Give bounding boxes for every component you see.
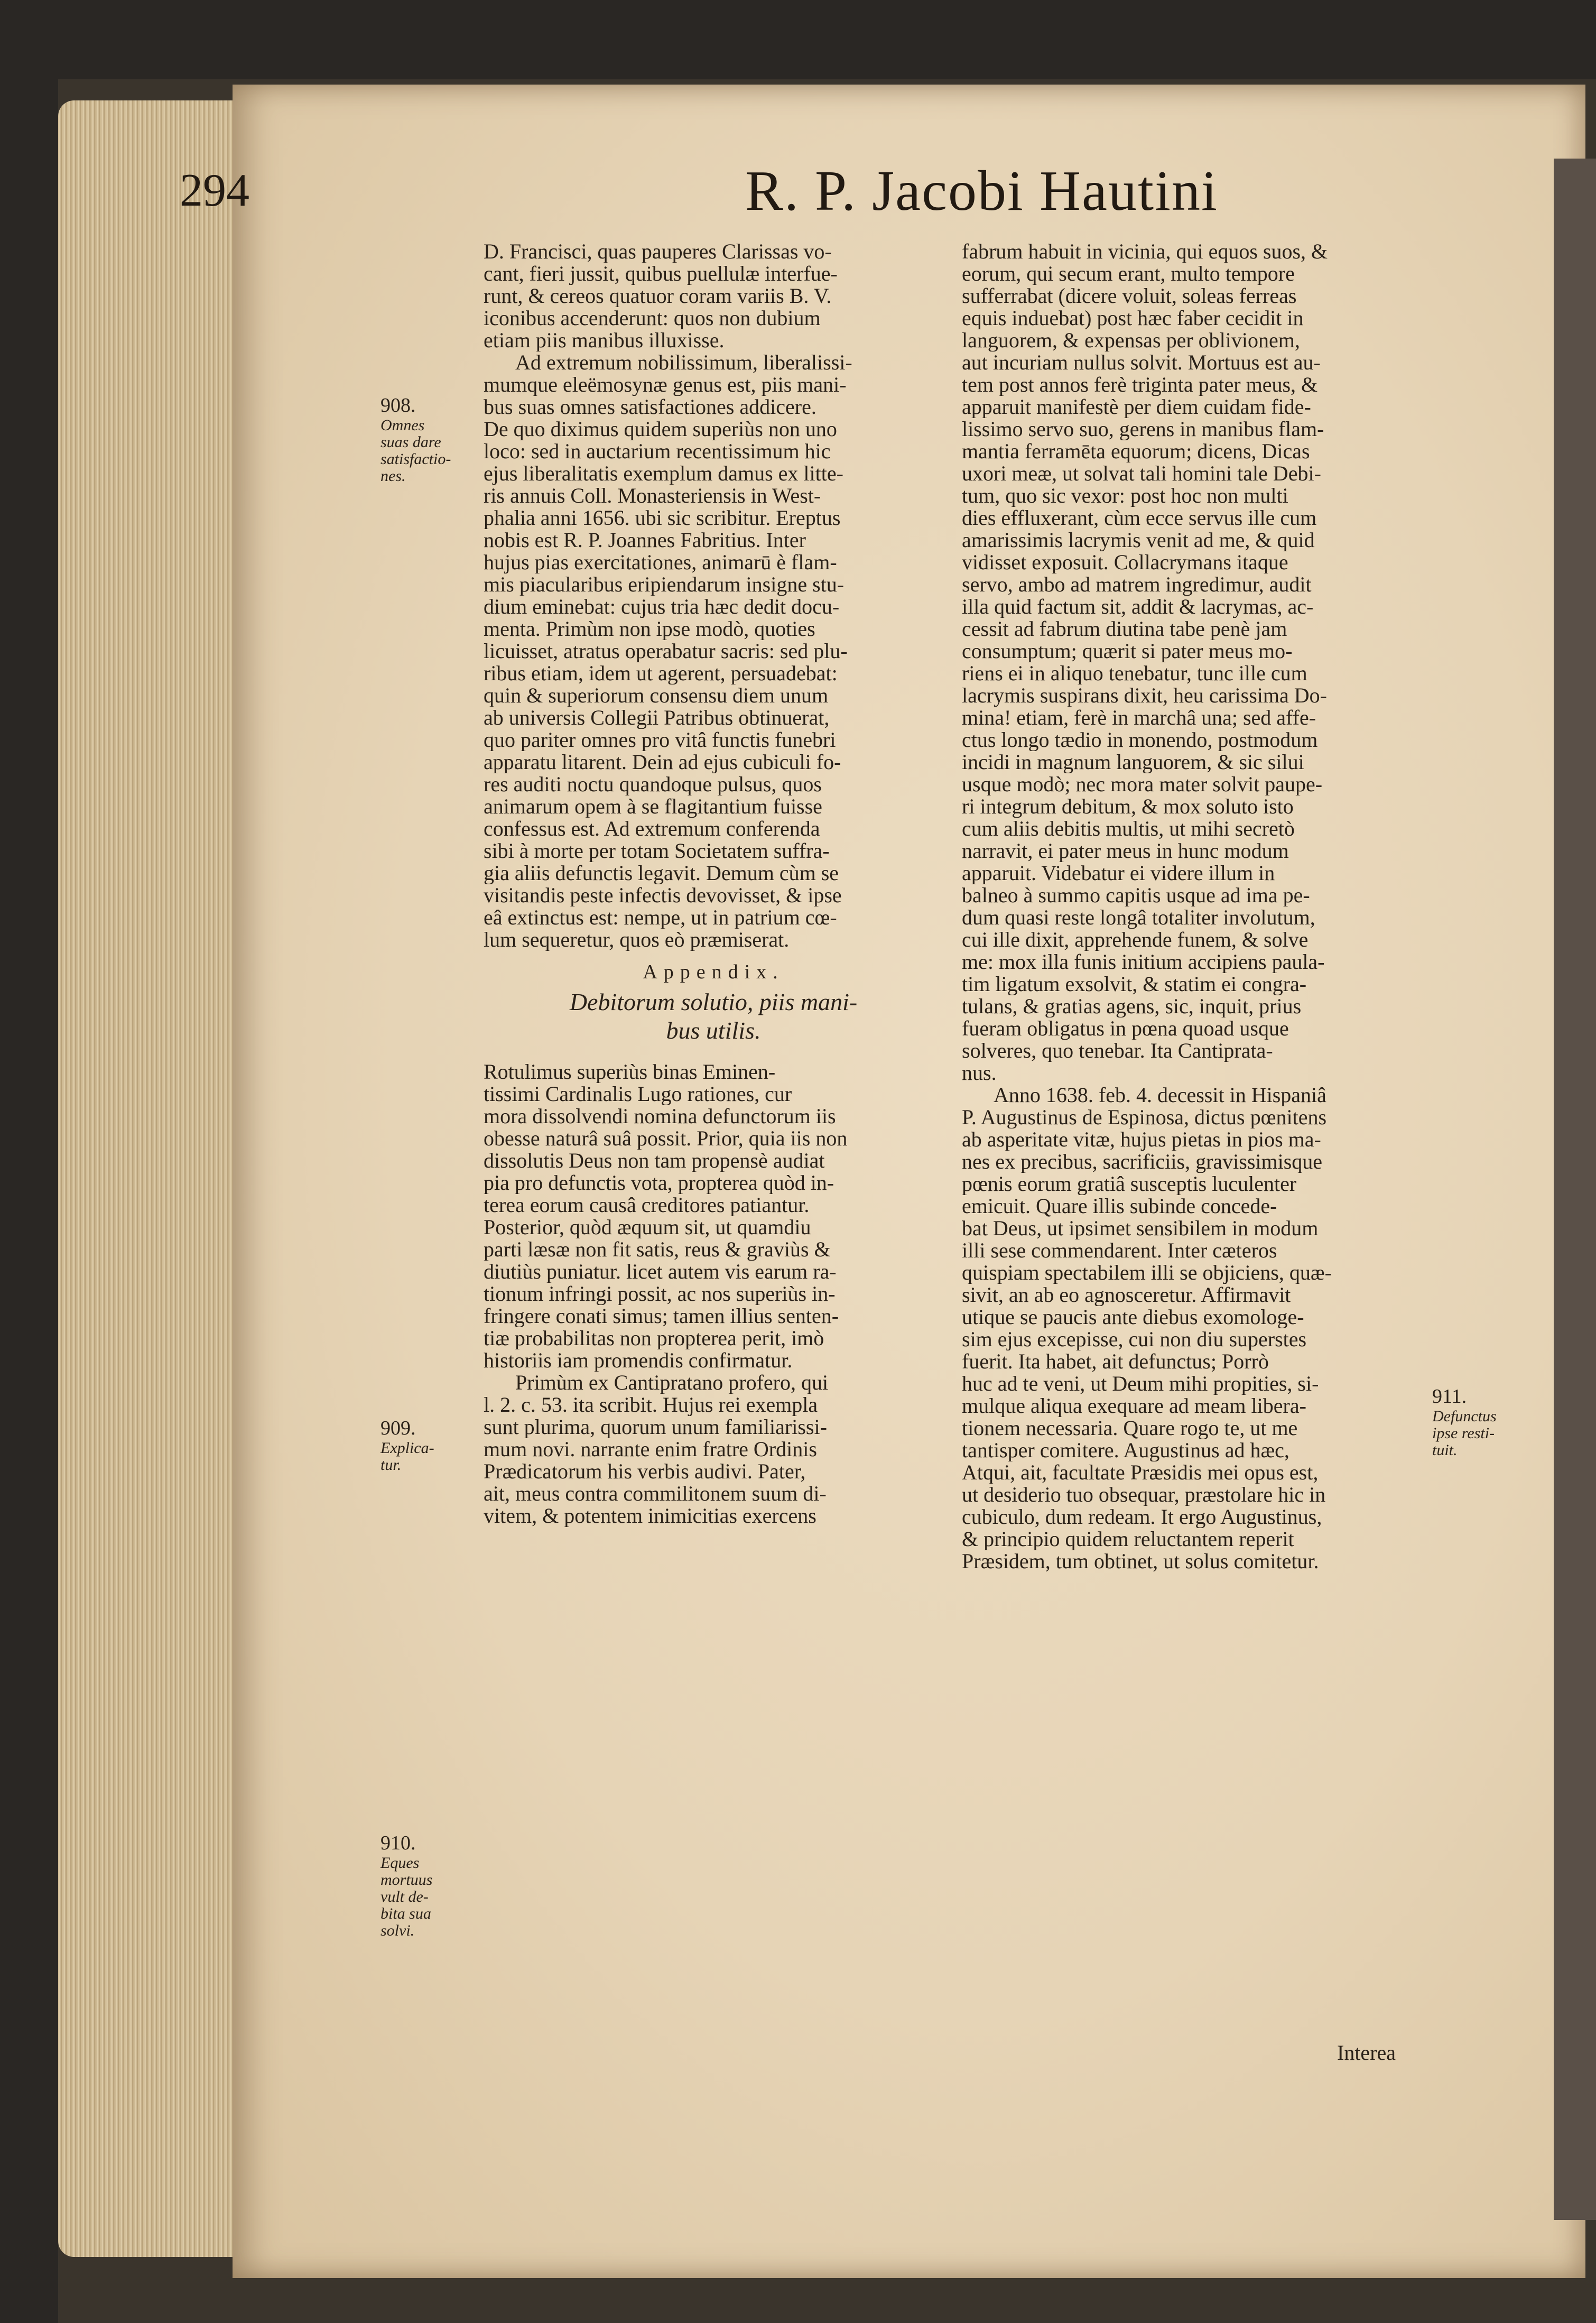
- margin-note-text: tur.: [381, 1456, 402, 1474]
- text-line: Ad extremum nobilissimum, liberalissi-: [515, 351, 852, 374]
- text-line: illa quid factum sit, addit & lacrymas, ac-: [962, 596, 1314, 618]
- text-line: fringere conati simus; tamen illius senten-: [484, 1305, 839, 1327]
- margin-note-text: Eques: [381, 1854, 420, 1872]
- text-line: mumque eleëmosynæ genus est, piis mani-: [484, 374, 847, 396]
- text-line: apparuit manifestè per diem cuidam fide-: [962, 396, 1311, 418]
- text-line: utique se paucis ante diebus exomologe-: [962, 1306, 1304, 1328]
- text-line: uxori meæ, ut solvat tali homini tale Debi-: [962, 462, 1321, 485]
- text-line: quispiam spectabilem illi se objiciens, quæ-: [962, 1262, 1332, 1284]
- text-line: usque modò; nec mora mater solvit paupe-: [962, 773, 1323, 795]
- left-text-block: [484, 240, 943, 951]
- text-line: Primùm ex Cantipratano profero, qui: [515, 1372, 829, 1394]
- text-line: emicuit. Quare illis subinde concede-: [962, 1195, 1277, 1217]
- text-line: visitandis peste infectis devovisset, & ipse: [484, 884, 842, 906]
- margin-note-911: [1432, 1385, 1522, 1459]
- page-number: 294: [180, 165, 249, 216]
- text-line: equis induebat) post hæc faber cecidit in: [962, 307, 1304, 329]
- text-line: licuisset, atratus operabatur sacris: sed plu-: [484, 640, 848, 662]
- text-line: eâ extinctus est: nempe, ut in patrium cœ-: [484, 906, 837, 929]
- text-line: lum sequeretur, quos eò præmiserat.: [484, 929, 790, 951]
- text-line: dissolutis Deus non tam propensè audiat: [484, 1150, 825, 1172]
- running-head: R. P. Jacobi Hautini: [745, 160, 1218, 223]
- text-line: narravit, ei pater meus in hunc modum: [962, 840, 1289, 862]
- text-line: consumptum; quærit si pater meus mo-: [962, 640, 1293, 662]
- text-line: servo, ambo ad matrem ingredimur, audit: [962, 573, 1312, 596]
- right-column: [962, 240, 1427, 1572]
- text-line: iconibus accenderunt: quos non dubium: [484, 307, 821, 329]
- text-line: ri integrum debitum, & mox soluto isto: [962, 795, 1294, 818]
- text-line: Prædicatorum his verbis audivi. Pater,: [484, 1460, 806, 1483]
- text-line: fuerit. Ita habet, ait defunctus; Porrò: [962, 1350, 1269, 1373]
- margin-note-909: [381, 1417, 465, 1474]
- text-line: sunt plurima, quorum unum familiarissi-: [484, 1416, 827, 1438]
- text-line: huc ad te veni, ut Deum mihi propities, si-: [962, 1373, 1319, 1395]
- text-line: parti læsæ non fit satis, reus & graviùs &: [484, 1238, 831, 1261]
- text-line: mantia ferramēta equorum; dicens, Dicas: [962, 440, 1310, 462]
- margin-note-text: suas dare: [381, 433, 441, 451]
- margin-note-number: 908.: [381, 394, 416, 417]
- text-line: nobis est R. P. Joannes Fabritius. Inter: [484, 529, 806, 551]
- text-line: res auditi noctu quandoque pulsus, quos: [484, 773, 822, 795]
- text-line: tionem necessaria. Quare rogo te, ut me: [962, 1417, 1298, 1439]
- text-line: tum, quo sic vexor: post hoc non multi: [962, 485, 1288, 507]
- text-line: gia aliis defunctis legavit. Demum cùm se: [484, 862, 839, 884]
- margin-note-text: mortuus: [381, 1871, 433, 1889]
- text-line: solveres, quo tenebar. Ita Cantiprata-: [962, 1040, 1273, 1062]
- text-line: terea eorum causâ creditores patiantur.: [484, 1194, 810, 1216]
- text-line: balneo à summo capitis usque ad ima pe-: [962, 884, 1310, 906]
- margin-note-text: satisfactio-: [381, 450, 451, 468]
- text-line: cum aliis debitis multis, ut mihi secretò: [962, 818, 1295, 840]
- text-line: quin & superiorum consensu diem unum: [484, 684, 829, 707]
- appendix-heading: Appendix.: [643, 961, 784, 983]
- text-line: D. Francisci, quas pauperes Clarissas vo-: [484, 240, 832, 263]
- text-line: nes ex precibus, sacrificiis, gravissimisque: [962, 1151, 1323, 1173]
- text-line: mis piacularibus eripiendarum insigne stu-: [484, 573, 845, 596]
- text-line: pia pro defunctis vota, propterea quòd in-: [484, 1172, 834, 1194]
- text-line: runt, & cereos quatuor coram variis B. V.: [484, 285, 832, 307]
- text-line: vitem, & potentem inimicitias exercens: [484, 1505, 816, 1527]
- text-line: me: mox illa funis initium accipiens paula-: [962, 951, 1325, 973]
- appendix-subtitle-1: Debitorum solutio, piis mani-: [569, 988, 858, 1015]
- text-line: P. Augustinus de Espinosa, dictus pœnitens: [962, 1106, 1327, 1128]
- text-line: confessus est. Ad extremum conferenda: [484, 818, 820, 840]
- margin-note-908: [381, 394, 465, 485]
- text-line: Præsidem, tum obtinet, ut solus comitetur.: [962, 1550, 1319, 1572]
- text-line: tem post annos ferè triginta pater meus, &: [962, 374, 1318, 396]
- text-line: obesse naturâ suâ possit. Prior, quia iis non: [484, 1127, 848, 1150]
- margin-note-number: 910.: [381, 1832, 416, 1854]
- catchword: Interea: [1337, 2041, 1396, 2065]
- text-line: ctus longo tædio in monendo, postmodum: [962, 729, 1318, 751]
- text-line: historiis iam promendis confirmatur.: [484, 1349, 793, 1372]
- text-line: cant, fieri jussit, quibus puellulæ interfue-: [484, 263, 838, 285]
- margin-note-text: solvi.: [381, 1922, 415, 1939]
- text-line: mum novi. narrante enim fratre Ordinis: [484, 1438, 817, 1460]
- text-line: eorum, qui secum erant, multo tempore: [962, 263, 1295, 285]
- text-line: nus.: [962, 1062, 997, 1084]
- text-line: pœnis eorum gratiâ susceptis luculenter: [962, 1173, 1297, 1195]
- text-line: l. 2. c. 53. ita scribit. Hujus rei exempla: [484, 1394, 818, 1416]
- text-line: etiam piis manibus illuxisse.: [484, 329, 725, 351]
- text-line: ris annuis Coll. Monasteriensis in West-: [484, 485, 821, 507]
- text-line: ribus etiam, idem ut agerent, persuadebat:: [484, 662, 838, 684]
- margin-note-number: 909.: [381, 1417, 416, 1439]
- text-line: riens ei in aliquo tenebatur, tunc ille cum: [962, 662, 1307, 684]
- text-line: ab asperitate vitæ, hujus pietas in pios ma-: [962, 1128, 1321, 1151]
- text-line: dium eminebat: cujus tria hæc dedit docu-: [484, 596, 840, 618]
- text-line: lacrymis suspirans dixit, heu carissima Do-: [962, 684, 1327, 707]
- margin-note-text: Omnes: [381, 417, 425, 434]
- text-line: dum quasi reste longâ totaliter involutum,: [962, 906, 1315, 929]
- margin-note-text: Defunctus: [1432, 1408, 1497, 1425]
- margin-note-text: nes.: [381, 467, 406, 485]
- text-line: bus suas omnes satisfactiones addicere.: [484, 396, 816, 418]
- text-line: vidisset exposuit. Collacrymans itaque: [962, 551, 1288, 573]
- text-line: menta. Primùm non ipse modò, quoties: [484, 618, 815, 640]
- text-line: cubiculo, dum redeam. It ergo Augustinus,: [962, 1506, 1322, 1528]
- margin-note-text: Explica-: [381, 1439, 434, 1457]
- text-line: illi sese commendarent. Inter cæteros: [962, 1239, 1277, 1262]
- text-line: loco: sed in auctarium recentissimum hic: [484, 440, 831, 462]
- text-line: De quo diximus quidem superiùs non uno: [484, 418, 837, 440]
- text-line: mulque aliqua exequare ad meam libera-: [962, 1395, 1306, 1417]
- facing-page-edge: [1554, 159, 1596, 2220]
- text-line: & principio quidem reluctantem reperit: [962, 1528, 1294, 1550]
- text-line: hujus pias exercitationes, animarū è flam-: [484, 551, 837, 573]
- text-line: apparatu litarent. Dein ad ejus cubiculi fo-: [484, 751, 841, 773]
- text-line: Anno 1638. feb. 4. decessit in Hispaniâ: [994, 1084, 1326, 1106]
- text-line: sufferrabat (dicere voluit, soleas ferreas: [962, 285, 1297, 307]
- left-column: [484, 240, 943, 1527]
- text-line: tissimi Cardinalis Lugo rationes, cur: [484, 1083, 792, 1105]
- book-page-edges: [58, 100, 238, 2257]
- text-line: cessit ad fabrum diutina tabe penè jam: [962, 618, 1287, 640]
- text-line: bat Deus, ut ipsimet sensibilem in modum: [962, 1217, 1319, 1239]
- text-line: languorem, & expensas per oblivionem,: [962, 329, 1300, 351]
- text-line: amarissimis lacrymis venit ad me, & quid: [962, 529, 1315, 551]
- right-text-block: [962, 240, 1427, 1572]
- margin-note-910: [381, 1831, 465, 1939]
- text-line: ut desiderio tuo obsequar, præstolare hic in: [962, 1484, 1326, 1506]
- text-line: ait, meus contra commilitonem suum di-: [484, 1483, 827, 1505]
- margin-note-text: tuit.: [1432, 1441, 1458, 1459]
- text-line: sim ejus excepisse, cui non diu superstes: [962, 1328, 1307, 1350]
- text-line: tim ligatum exsolvit, & statim ei congra-: [962, 973, 1307, 995]
- text-line: lissimo servo suo, gerens in manibus flam-: [962, 418, 1324, 440]
- appendix-subtitle-2: bus utilis.: [666, 1017, 761, 1044]
- text-line: fabrum habuit in vicinia, qui equos suos, &: [962, 240, 1328, 263]
- text-line: ab universis Collegii Patribus obtinuerat,: [484, 707, 830, 729]
- text-line: Atqui, ait, facultate Præsidis mei opus est,: [962, 1461, 1319, 1484]
- text-line: cui ille dixit, apprehende funem, & solve: [962, 929, 1309, 951]
- margin-note-text: vult de-: [381, 1888, 429, 1905]
- text-line: mina! etiam, ferè in marchâ una; sed affe-: [962, 707, 1316, 729]
- text-line: mora dissolvendi nomina defunctorum iis: [484, 1105, 836, 1127]
- text-line: tulans, & gratias agens, sic, inquit, prius: [962, 995, 1302, 1017]
- margin-note-text: ipse resti-: [1432, 1424, 1495, 1442]
- text-line: aut incuriam nullus solvit. Mortuus est au-: [962, 351, 1321, 374]
- text-line: sibi à morte per totam Societatem suffra-: [484, 840, 830, 862]
- text-line: tionum infringi possit, ac nos superiùs in-: [484, 1283, 836, 1305]
- left-text-block-2: [484, 1061, 943, 1527]
- text-line: Posterior, quòd æquum sit, ut quamdiu: [484, 1216, 811, 1238]
- text-line: diutiùs puniatur. licet autem vis earum ra-: [484, 1261, 837, 1283]
- text-line: dies effluxerant, cùm ecce servus ille cum: [962, 507, 1317, 529]
- text-line: animarum opem à se flagitantium fuisse: [484, 795, 822, 818]
- text-line: apparuit. Videbatur ei videre illum in: [962, 862, 1275, 884]
- text-line: ejus liberalitatis exemplum damus ex litte-: [484, 462, 843, 485]
- text-line: Rotulimus superiùs binas Eminen-: [484, 1061, 776, 1083]
- text-line: tiæ probabilitas non propterea perit, imò: [484, 1327, 824, 1349]
- text-line: sivit, an ab eo agnosceretur. Affirmavit: [962, 1284, 1291, 1306]
- text-line: incidi in magnum languorem, & sic silui: [962, 751, 1304, 773]
- text-line: fueram obligatus in pœna quoad usque: [962, 1017, 1289, 1040]
- text-line: phalia anni 1656. ubi sic scribitur. Ereptus: [484, 507, 841, 529]
- margin-note-text: bita sua: [381, 1905, 431, 1922]
- margin-note-number: 911.: [1432, 1385, 1467, 1408]
- text-line: tantisper comitere. Augustinus ad hæc,: [962, 1439, 1289, 1461]
- text-line: quo pariter omnes pro vitâ functis funebri: [484, 729, 836, 751]
